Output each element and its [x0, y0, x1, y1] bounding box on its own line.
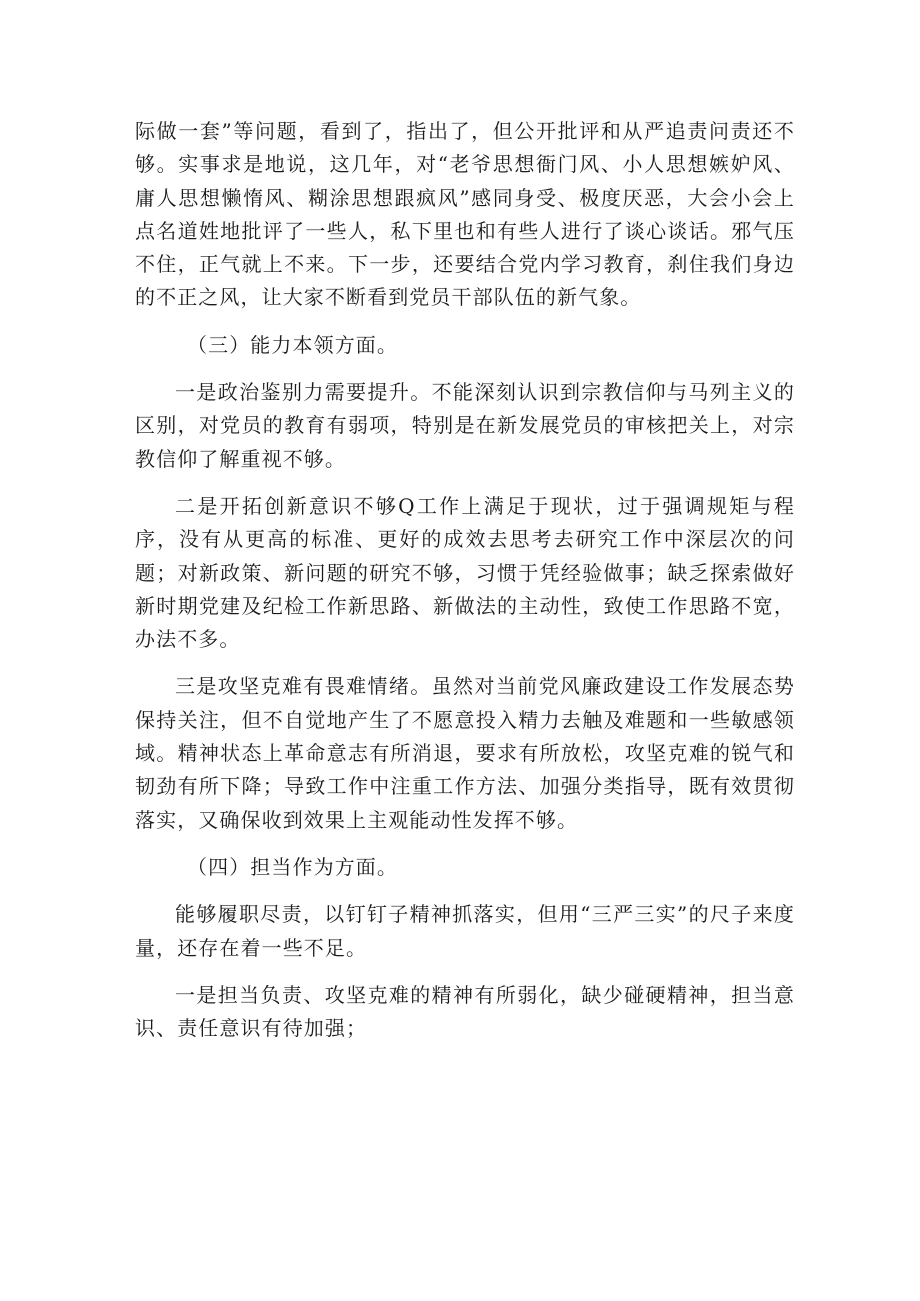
paragraph-innovation: 二是开拓创新意识不够Q工作上满足于现状，过于强调规矩与程序，没有从更高的标准、更好的成效去思考去研究工作中深层次的问题；对新政策、新问题的研究不够，习惯于凭经验做事；缺乏探索做好新时期党建及纪检工作新思路、新做法的主动性，致使工作思路不宽，办法不多。 [135, 493, 795, 652]
paragraph-duty-performance: 能够履职尽责，以钉钉子精神抓落实，但用“三严三实”的尺子来度量，还存在着一些不足。 [135, 902, 795, 960]
paragraph-responsibility-weakened: 一是担当负责、攻坚克难的精神有所弱化，缺少碰硬精神，担当意识、责任意识有待加强； [135, 982, 795, 1041]
document-page [135, 115, 795, 1059]
paragraph-political-discernment: 一是政治鉴别力需要提升。不能深刻认识到宗教信仰与马列主义的区别，对党员的教育有弱项，特别是在新发展党员的审核把关上，对宗教信仰了解重视不够。 [135, 380, 795, 471]
section-heading-responsibility: （四）担当作为方面。 [187, 854, 398, 879]
paragraph-criticism-continued: 际做一套”等问题，看到了，指出了，但公开批评和从严追责问责还不够。实事求是地说，这几年，对“老爷思想衙门风、小人思想嫉妒风、庸人思想懒惰风、糊涂思想跟疯风”感同身受、极度厌恶，大会小会上点名道姓地批评了一些人，私下里也和有些人进行了谈心谈话。邪气压不住，正气就上不来。下一步，还要结合党内学习教育，刹住我们身边的不正之风，让大家不断看到党员干部队伍的新气象。 [135, 119, 795, 310]
section-heading-ability: （三）能力本领方面。 [187, 332, 398, 357]
paragraph-overcoming-difficulties: 三是攻坚克难有畏难情绪。虽然对当前党风廉政建设工作发展态势保持关注，但不自觉地产生了不愿意投入精力去触及难题和一些敏感领域。精神状态上革命意志有所消退，要求有所放松，攻坚克难的锐气和韧劲有所下降；导致工作中注重工作方法、加强分类指导，既有效贯彻落实，又确保收到效果上主观能动性发挥不够。 [135, 674, 795, 832]
